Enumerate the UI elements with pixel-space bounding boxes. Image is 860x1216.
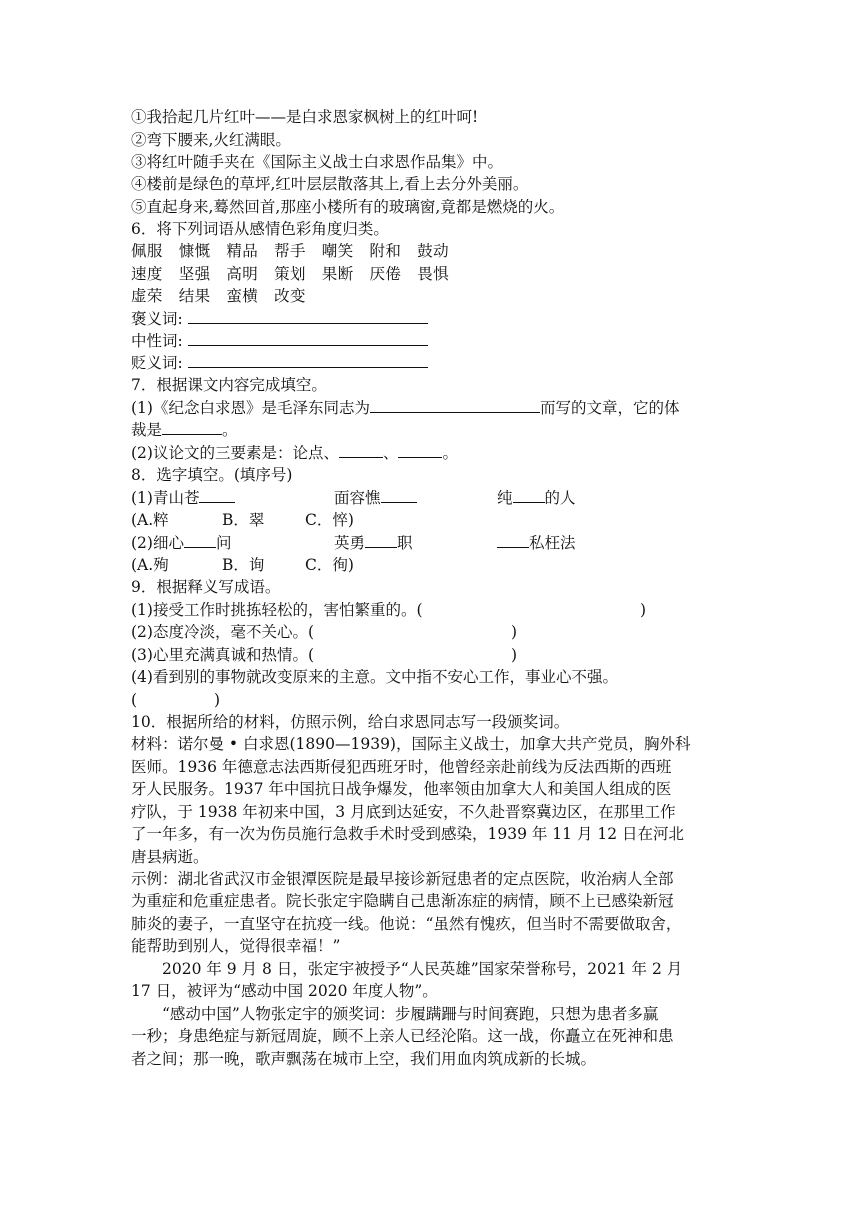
neutral-line [131,330,428,352]
q9-item-1-close: ) [640,601,647,619]
q8-5-blank[interactable] [365,532,397,548]
q9-item-3-close: ) [511,646,518,664]
q8-3-blank[interactable] [513,487,545,503]
q8-option-1b: B．翠 [222,511,265,529]
q8-1-text: (1)青山苍 [131,489,200,507]
neutral-label: 中性词: [131,332,183,350]
material-line-4: 疗队，于 1938 年初来中国，3 月底到达延安，不久赴晋察冀边区，在那里工作 [131,803,676,821]
question-10-title: 10．根据所给的材料，仿照示例，给白求恩同志写一段颁奖词。 [131,713,570,731]
award-speech-line-3: 者之间；那一晚，歌声飘荡在城市上空，我们用血肉筑成新的长城。 [131,1050,597,1068]
q9-item-4: (4)看到别的事物就改变原来的主意。文中指不安心工作，事业心不强。 [131,668,618,686]
material-line-2: 医师。1936 年德意志法西斯侵犯西班牙时，他曾经亲赴前线为反法西斯的西班 [131,758,672,776]
q8-option-1c: C．悴) [305,511,354,529]
word-row-1: 佩服 慷慨 精品 帮手 嘲笑 附和 鼓动 [131,242,450,260]
derogatory-label: 贬义词: [131,354,183,372]
q9-item-2-close: ) [511,623,518,641]
q8-option-1a: (A.粹 [131,511,169,529]
sentence-4: ④楼前是绿色的草坪,红叶层层散落其上,看上去分外美丽。 [131,175,529,193]
q7-item-2 [131,442,458,464]
question-7-title: 7．根据课文内容完成填空。 [131,376,327,394]
q7-item-1-cont [131,419,238,441]
example-line-2: 为重症和危重症患者。院长张定宇隐瞒自己患渐冻症的病情，顾不上已感染新冠 [131,892,674,910]
question-6-title: 6．将下列词语从感情色彩角度归类。 [131,220,389,238]
award-speech-line-2: 一秒；身患绝症与新冠周旋，顾不上亲人已经沦陷。这一战，你矗立在死神和患 [131,1027,674,1045]
q8-2-text: 面容憔 [334,489,381,507]
q8-1-blank[interactable] [199,487,235,503]
q7-item-1-text-c: 裁是 [131,421,163,439]
word-row-2: 速度 坚强 高明 策划 果断 厌倦 畏惧 [131,265,450,283]
q7-item-2-text-a: (2)议论文的三要素是：论点、 [131,444,339,462]
commendatory-line [131,308,428,330]
q8-5-tail: 职 [397,534,413,552]
commendatory-blank[interactable] [188,308,428,324]
word-row-3: 虚荣 结果 蛮横 改变 [131,287,306,305]
q8-6-blank[interactable] [497,532,529,548]
example-line-3: 肺炎的妻子，一直坚守在抗疫一线。他说：“虽然有愧疚，但当时不需要做取舍， [131,915,682,933]
q7-item-1-text-d: 。 [222,421,238,439]
example-line-6: 17 日，被评为“感动中国 2020 年度人物”。 [131,982,438,1000]
q9-item-4-close: ) [214,691,221,709]
question-9-title: 9．根据释义写成语。 [131,578,281,596]
q7-item-2-text-b: 、 [382,444,399,462]
q7-blank-purpose[interactable] [370,397,540,413]
award-speech-line-1: “感动中国”人物张定宇的颁奖词：步履蹒跚与时间赛跑，只想为患者多赢 [162,1005,659,1023]
q7-item-1-text-a: (1)《纪念白求恩》是毛泽东同志为 [131,399,370,417]
q9-item-3: (3)心里充满真诚和热情。( [131,646,315,664]
material-line-1: 材料：诺尔曼 • 白求恩(1890—1939)，国际主义战士，加拿大共产党员，胸外科 [131,735,691,753]
q8-group-2-a [131,532,231,554]
q8-group-2-c [497,532,576,554]
q7-item-1-text-b: 而写的文章，它的体 [539,399,680,417]
q8-option-2b: B．询 [222,556,265,574]
q8-group-1-c [497,487,576,509]
q8-group-2-b [334,532,413,554]
sentence-1: ①我拾起几片红叶——是白求恩家枫树上的红叶呵! [131,108,479,126]
q8-option-2c: C．徇) [305,556,354,574]
material-line-6: 唐县病逝。 [131,848,209,866]
q8-4-tail: 问 [215,534,232,552]
q8-2-blank[interactable] [381,487,417,503]
q8-group-1-b [334,487,417,509]
material-line-3: 牙人民服务。1937 年中国抗日战争爆发，他率领由加拿大人和美国人组成的医 [131,780,672,798]
q7-blank-element-2[interactable] [398,442,442,458]
sentence-3: ③将红叶随手夹在《国际主义战士白求恩作品集》中。 [131,153,504,171]
q8-4-blank[interactable] [184,532,216,548]
derogatory-blank[interactable] [188,352,428,368]
q7-item-2-text-c: 。 [442,444,458,462]
q8-6-tail: 私枉法 [529,534,576,552]
q8-3-text: 纯 [497,489,513,507]
q9-item-2: (2)态度冷淡，毫不关心。( [131,623,315,641]
q9-item-4-open: ( [131,691,138,709]
q7-item-1 [131,397,679,419]
example-line-5: 2020 年 9 月 8 日，张定宇被授予“人民英雄”国家荣誉称号，2021 年 2 月 [162,960,683,978]
q8-5-text: 英勇 [334,534,366,552]
material-line-5: 了一年多，有一次为伤员施行急救手术时受到感染，1939 年 11 月 12 日在河北 [131,825,685,843]
commendatory-label: 褒义词: [131,310,183,328]
q7-blank-genre[interactable] [162,419,222,435]
derogatory-line [131,352,428,374]
q8-group-1-a [131,487,235,509]
question-8-title: 8．选字填空。(填序号) [131,466,293,484]
example-line-4: 能帮助到别人，觉得很幸福！” [131,937,341,955]
q7-blank-element-1[interactable] [339,442,383,458]
q8-option-2a: (A.殉 [131,556,169,574]
q9-item-1: (1)接受工作时挑拣轻松的，害怕繁重的。( [131,601,423,619]
example-line-1: 示例：湖北省武汉市金银潭医院是最早接诊新冠患者的定点医院，收治病人全部 [131,870,674,888]
q8-3-tail: 的人 [544,489,576,507]
neutral-blank[interactable] [188,330,428,346]
sentence-2: ②弯下腰来,火红满眼。 [131,131,291,149]
q8-4-text: (2)细心 [131,534,184,552]
sentence-5: ⑤直起身来,蓦然回首,那座小楼所有的玻璃窗,竟都是燃烧的火。 [131,198,565,216]
